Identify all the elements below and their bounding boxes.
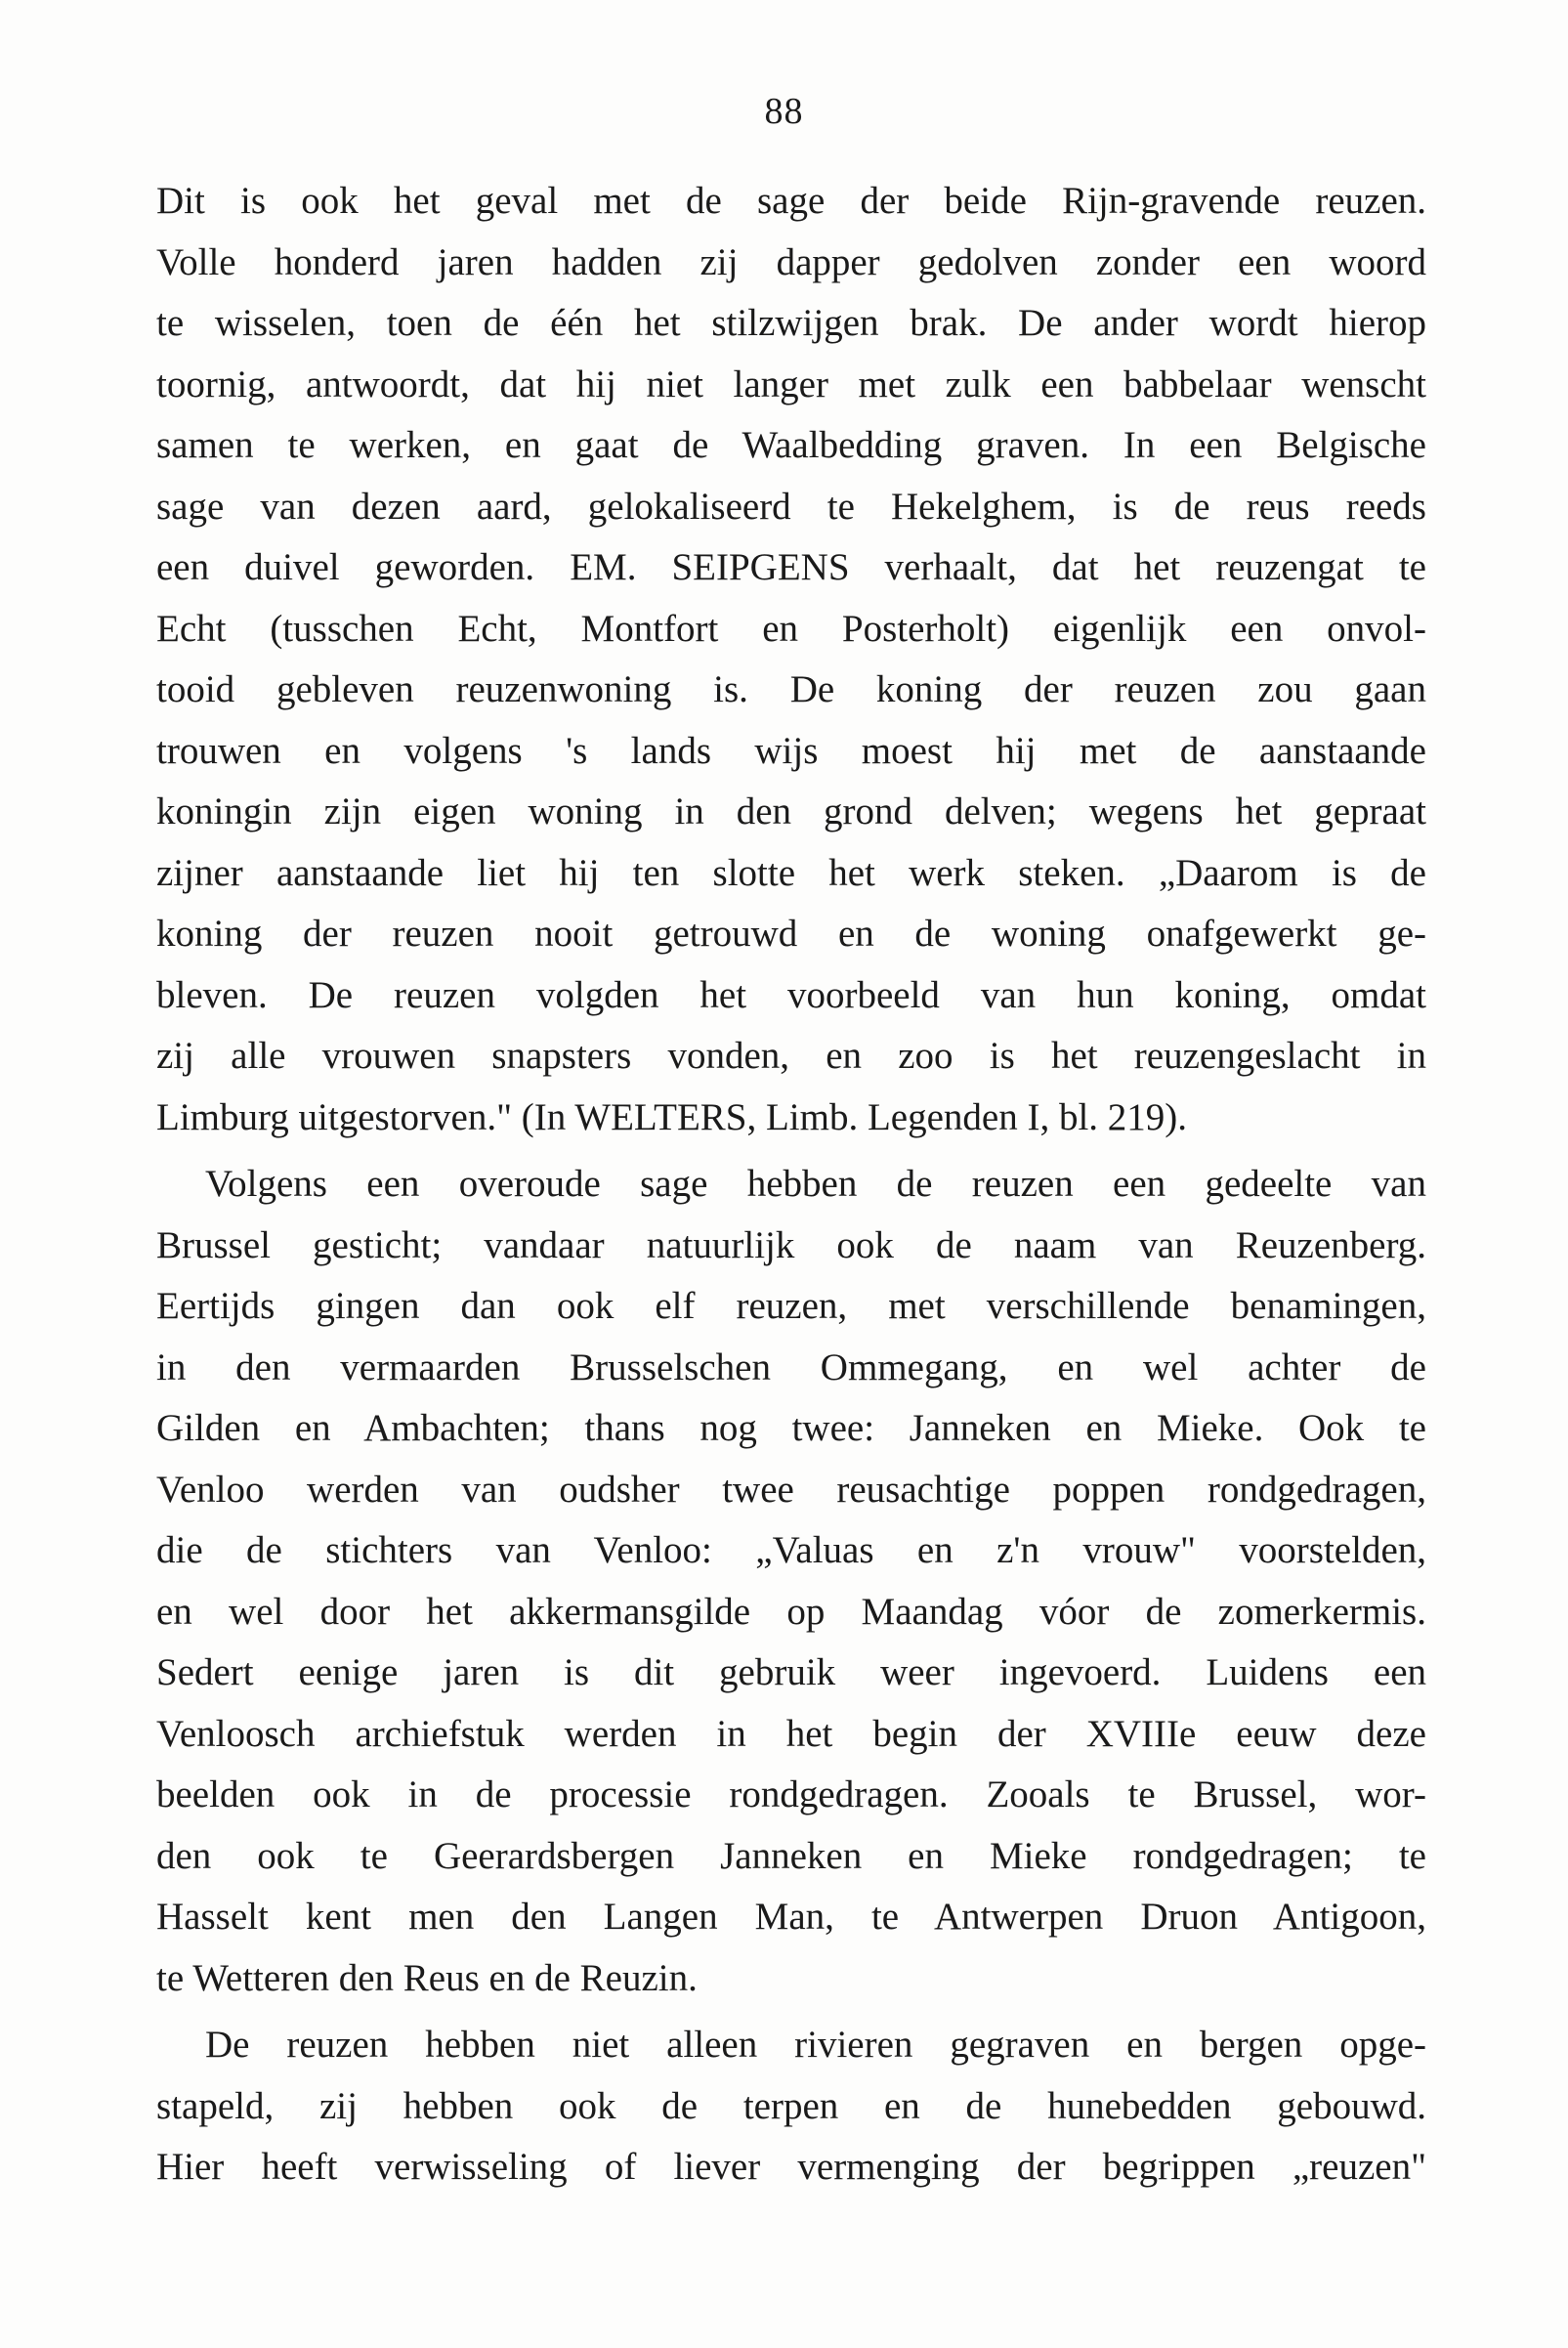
text-line: Echt (tusschen Echt, Montfort en Posterholt) eigenlijk een onvol- [156,607,1426,650]
text-line: samen te werken, en gaat de Waalbedding graven. In een Belgische [156,424,1426,466]
text-line: Eertijds gingen dan ook elf reuzen, met verschillende benamingen, [156,1285,1426,1327]
text-line: De reuzen hebben niet alleen rivieren gegraven en bergen opge- [205,2024,1426,2066]
text-line: trouwen en volgens 's lands wijs moest hij met de aanstaande [156,729,1426,772]
text-line: tooid gebleven reuzenwoning is. De koning der reuzen zou gaan [156,668,1426,710]
text-line: te wisselen, toen de één het stilzwijgen brak. De ander wordt hierop [156,302,1426,344]
text-line: stapeld, zij hebben ook de terpen en de hunebedden gebouwd. [156,2084,1426,2127]
text-line: Volle honderd jaren hadden zij dapper gedolven zonder een woord [156,240,1426,283]
text-line: toornig, antwoordt, dat hij niet langer met zulk een babbelaar wenscht [156,363,1426,406]
text-line: koningin zijn eigen woning in den grond delven; wegens het gepraat [156,790,1426,832]
text-line: Hasselt kent men den Langen Man, te Antwerpen Druon Antigoon, [156,1896,1426,1938]
text-line: Venloo werden van oudsher twee reusachtige poppen rondgedragen, [156,1468,1426,1511]
text-line: Sedert eenige jaren is dit gebruik weer ingevoerd. Luidens een [156,1651,1426,1693]
text-line: Dit is ook het geval met de sage der beide Rijn-gravende reuzen. [156,180,1426,222]
body-text [156,171,1426,2199]
text-line: in den vermaarden Brusselschen Ommegang, en wel achter de [156,1345,1426,1388]
text-line: te Wetteren den Reus en de Reuzin. [156,1956,698,1999]
text-line: Brussel gesticht; vandaar natuurlijk ook de naam van Reuzenberg. [156,1223,1426,1266]
text-line: die de stichters van Venloo: „Valuas en z'n vrouw" voorstelden, [156,1529,1426,1571]
text-line: sage van dezen aard, gelokaliseerd te Hekelghem, is de reus reeds [156,485,1426,528]
text-line: zij alle vrouwen snapsters vonden, en zoo is het reuzengeslacht in [156,1035,1426,1077]
text-line: en wel door het akkermansgilde op Maandag vóor de zomerkermis. [156,1590,1426,1633]
paragraph-1 [156,171,1426,1148]
text-line: beelden ook in de processie rondgedragen. Zooals te Brussel, wor- [156,1773,1426,1815]
text-line: Venloosch archiefstuk werden in het begin der XVIIIe eeuw deze [156,1712,1426,1755]
text-line: een duivel geworden. EM. SEIPGENS verhaalt, dat het reuzengat te [156,546,1426,588]
text-line: den ook te Geerardsbergen Janneken en Mieke rondgedragen; te [156,1834,1426,1877]
text-line: koning der reuzen nooit getrouwd en de woning onafgewerkt ge- [156,913,1426,955]
text-line: Gilden en Ambachten; thans nog twee: Janneken en Mieke. Ook te [156,1407,1426,1449]
page-number: 88 [764,91,804,132]
text-line: zijner aanstaande liet hij ten slotte het werk steken. „Daarom is de [156,851,1426,894]
text-line: Hier heeft verwisseling of liever vermenging der begrippen „reuzen" [156,2146,1426,2188]
paragraph-3 [156,2015,1426,2199]
text-line: bleven. De reuzen volgden het voorbeeld van hun koning, omdat [156,973,1426,1016]
text-line: Volgens een overoude sage hebben de reuzen een gedeelte van [205,1163,1426,1205]
text-line: Limburg uitgestorven." (In WELTERS, Limb. Legenden I, bl. 219). [156,1095,1188,1138]
paragraph-2 [156,1154,1426,2009]
